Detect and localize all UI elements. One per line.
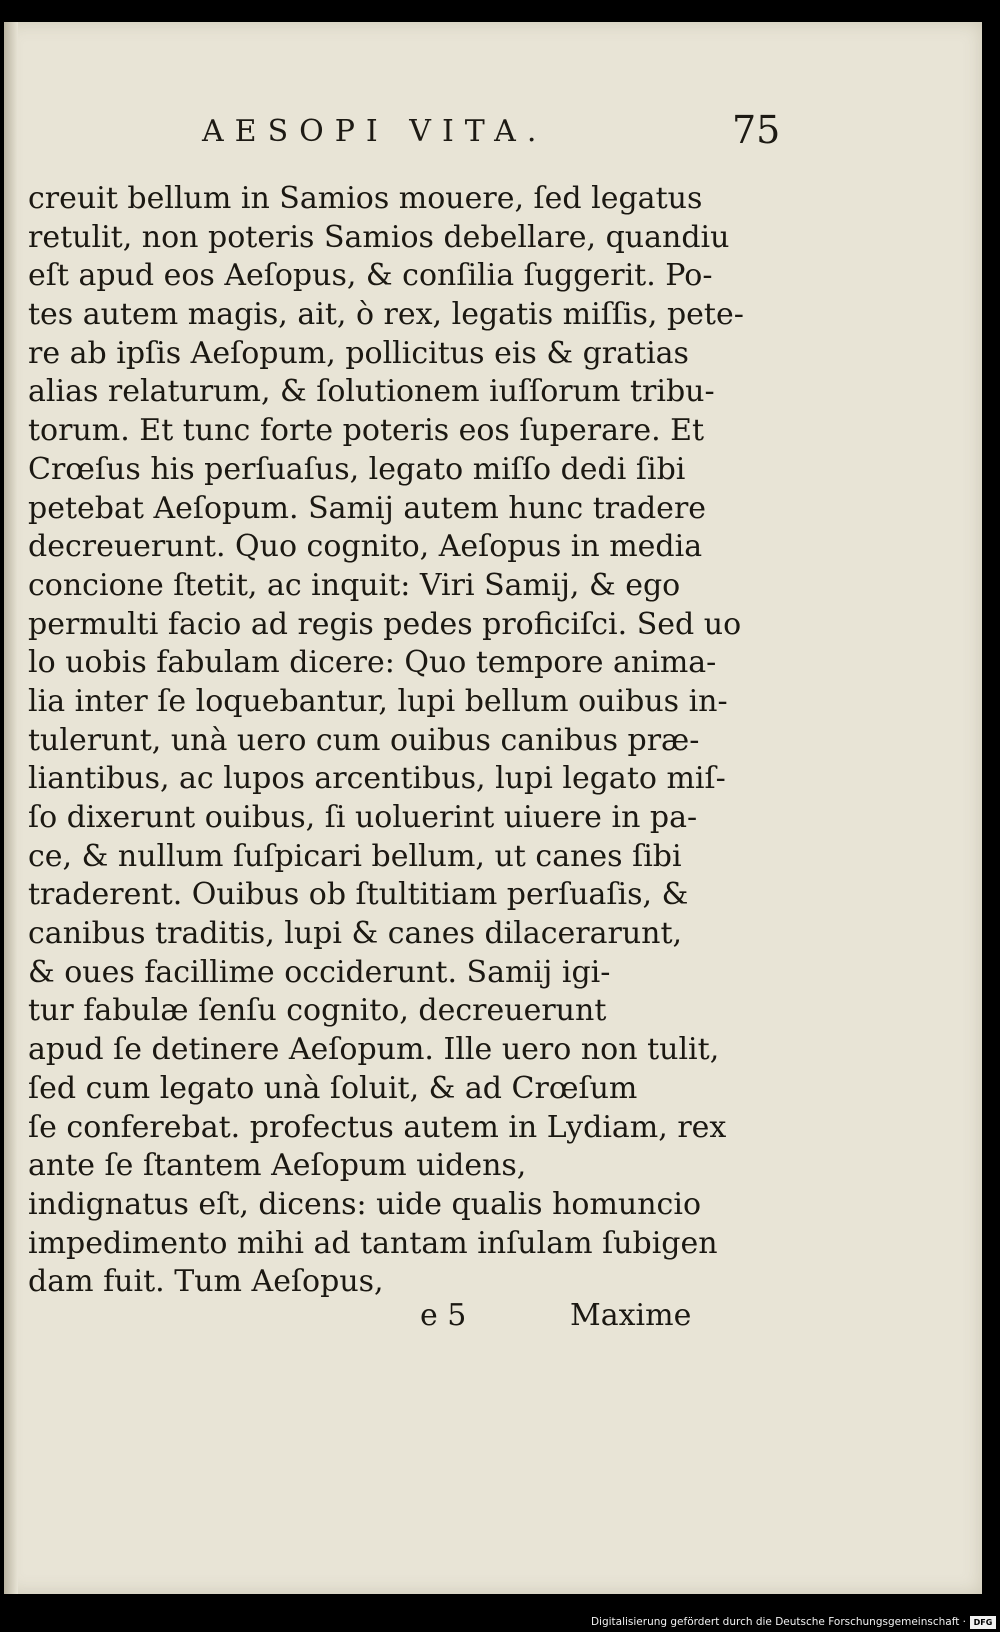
catchword: Maxime <box>570 1298 692 1333</box>
text-line: impedimento mihi ad tantam inſulam ſubigen <box>28 1225 718 1261</box>
text-line: retulit, non poteris Samios debellare, quandiu <box>28 219 730 255</box>
text-line: canibus traditis, lupi & canes dilacerarunt, <box>28 916 683 952</box>
text-line: creuit bellum in Samios mouere, ſed legatus <box>28 181 703 216</box>
text-line: tes autem magis, ait, ò rex, legatis miſſis, pete- <box>28 297 744 333</box>
digitization-credit: Digitalisierung gefördert durch die Deutsche Forschungsgemeinschaft · <box>590 1616 966 1628</box>
text-line: alias relaturum, & ſolutionem iuſſorum tribu- <box>28 374 715 410</box>
book-page <box>4 22 982 1594</box>
text-line: indignatus eſt, dicens: uide qualis homuncio <box>28 1186 702 1222</box>
text-line: decreuerunt. Quo cognito, Aeſopus in media <box>28 529 703 565</box>
text-line: tulerunt, unà uero cum ouibus canibus præ- <box>28 722 700 758</box>
text-line: eſt apud eos Aeſopus, & conſilia ſuggerit. Po- <box>28 258 713 294</box>
text-line: torum. Et tunc forte poteris eos ſuperare. Et <box>28 413 705 449</box>
text-line: re ab ipſis Aeſopum, pollicitus eis & gratias <box>28 335 689 371</box>
text-line: ce, & nullum ſuſpicari bellum, ut canes ſibi <box>28 838 682 874</box>
text-line: ante ſe ſtantem Aeſopum uidens, <box>28 1148 527 1184</box>
signature-mark: e 5 <box>420 1298 467 1333</box>
page-footer <box>4 1298 982 1342</box>
text-line: traderent. Ouibus ob ſtultitiam perſuaſis, & <box>28 877 689 913</box>
text-line: ſo dixerunt ouibus, ſi uoluerint uiuere in pa- <box>28 800 698 835</box>
text-line: lo uobis fabulam dicere: Quo tempore anima- <box>28 645 717 681</box>
text-line: concione ſtetit, ac inquit: Viri Samij, & ego <box>28 567 681 603</box>
page-header <box>4 108 982 154</box>
text-line: tur fabulæ ſenſu cognito, decreuerunt <box>28 993 607 1029</box>
text-line: & oues facillime occiderunt. Samij igi- <box>28 954 611 990</box>
page-gutter <box>4 22 18 1594</box>
text-line: Crœſus his perſuaſus, legato miſſo dedi ſibi <box>28 451 686 487</box>
text-line: ſed cum legato unà ſoluit, & ad Crœſum <box>28 1070 638 1106</box>
text-line: liantibus, ac lupos arcentibus, lupi legato miſ- <box>28 761 726 797</box>
text-line: apud ſe detinere Aeſopum. Ille uero non tulit, <box>28 1032 720 1068</box>
running-title: AESOPI VITA. <box>202 114 548 149</box>
text-line: permulti facio ad regis pedes proficiſci. Sed uo <box>28 606 742 642</box>
dfg-logo: DFG <box>970 1616 996 1629</box>
body-text <box>28 180 748 1302</box>
text-line: ſe conferebat. profectus autem in Lydiam, rex <box>28 1109 727 1145</box>
page-number: 75 <box>732 108 781 152</box>
text-line: lia inter ſe loquebantur, lupi bellum ouibus in- <box>28 683 728 719</box>
text-line: petebat Aeſopum. Samij autem hunc tradere <box>28 490 707 526</box>
text-line: dam fuit. Tum Aeſopus, <box>28 1264 384 1300</box>
